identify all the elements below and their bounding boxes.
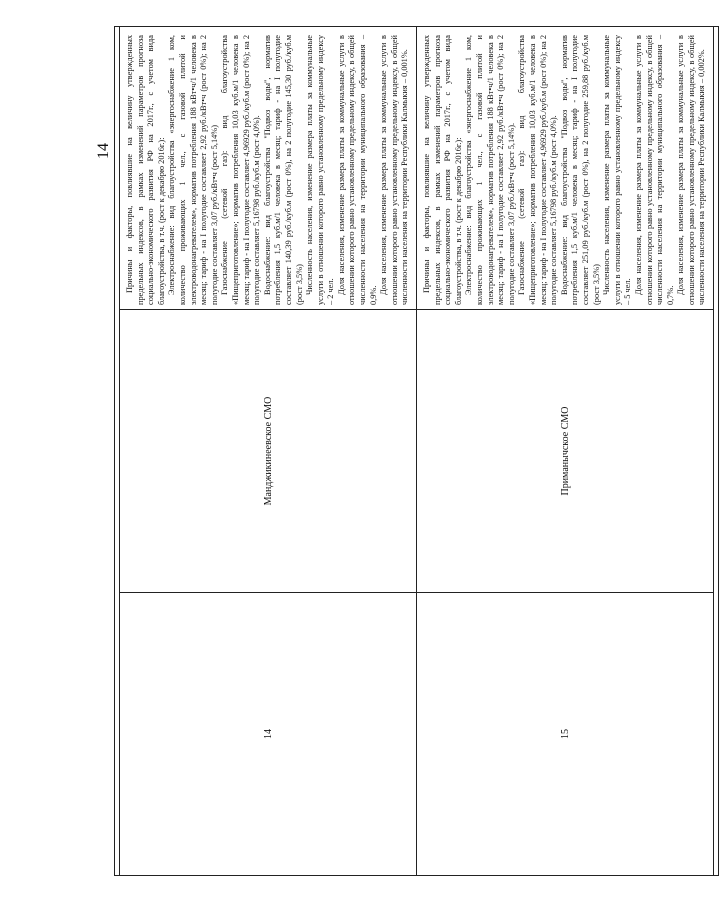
republic-share-paragraph: Доля населения, изменение размера платы за коммунальные услуги в отношении которого равно установленному предельному индексу, в общей численности населения на территории Республики Калмыкия – 0,002%. xyxy=(676,35,707,305)
description-intro: Причины и факторы, повлиявшие на величину утвержденных предельных индексов, в рамках изменений параметров прогноза социально-экономического развития РФ на 2017г., с учетом вида благоустройства, в т.ч. (рост к декабрю 2016г.): xyxy=(422,35,463,305)
tariff-table xyxy=(114,26,719,876)
municipal-share-paragraph: Доля населения, изменение размера платы за коммунальные услуги в отношении которого равно установленному предельному индексу, в общей численности населения на территории муниципального образования – 0,9%. xyxy=(336,35,378,305)
republic-share-paragraph: Доля населения, изменение размера платы за коммунальные услуги в отношении которого равно установленному предельному индексу, в общей численности населения на территории Республики Калмыкия – 0,001%. xyxy=(379,35,410,305)
electricity-paragraph: Электроснабжение: вид благоустройства «энергоснабжение 1 ком, количество проживающих 1 чел., с газовой плитой и электроводонагревателем», норматив потребления 188 кВт•ч/1 человека в месяц; тариф - на I полугодие составляет 2,92 руб./кВт•ч (рост 0%); на 2 полугодие составляет 3,07 руб./кВт•ч (рост 5,14%). xyxy=(464,35,516,305)
electricity-paragraph: Электроснабжение: вид благоустройства «энергоснабжение 1 ком, количество проживающих 1 чел., с газовой плитой и электроводонагревателем», норматив потребления 188 кВт•ч/1 человека в месяц; тариф - на I полугодие составляет 2,92 руб./кВт•ч (рост 0%); на 2 полугодие составляет 3,07 руб./кВт•ч (рост 5,14%) xyxy=(167,35,219,305)
row-number-cell: 14 xyxy=(120,593,417,876)
population-count-paragraph: Численность населения, изменение размера платы за коммунальные услуги в отношении которого равно установленному предельному индексу – 2 чел. xyxy=(305,35,336,305)
gas-paragraph: Газоснабжение (сетевой газ): вид благоустройства «Пищеприготовление»; норматив потребления 10,03 куб.м/1 человека в месяц; тариф - на I полугодие составляет 4,96929 руб./куб.м (рост 0%); на 2 полугодие составляет 5,16798 руб./куб.м (рост 4,0%). xyxy=(517,35,559,305)
gas-paragraph: Газоснабжение (сетевой газ): вид благоустройства «Пищеприготовление»; норматив потребления 10,03 куб.м/1 человека в месяц; тариф - на I полугодие составляет 4,96929 руб./куб.м (рост 0%); на 2 полугодие составляет 5,16798 руб./куб.м (рост 4,0%). xyxy=(220,35,262,305)
water-paragraph: Водоснабжение: вид благоустройства "Подвоз воды", норматив потребления 1,5 куб.м/1 человека в месяц; тариф - на I полугодие составляет 251,09 руб./куб.м (рост 0%), на 2 полугодие 259,88 руб./куб.м (рост 3,5%) xyxy=(559,35,601,305)
rotated-table-container xyxy=(114,26,707,876)
row-number-cell: 15 xyxy=(417,593,714,876)
table-bottom-gap xyxy=(714,27,719,876)
municipality-name-cell: Манджикинеевское СМО xyxy=(120,310,417,593)
table-row-14 xyxy=(120,27,417,876)
municipality-name-cell: Приманычское СМО xyxy=(417,310,714,593)
description-cell xyxy=(417,27,714,310)
table-row-15 xyxy=(417,27,714,876)
description-cell xyxy=(120,27,417,310)
municipal-share-paragraph: Доля населения, изменение размера платы за коммунальные услуги в отношении которого равно установленному предельному индексу, в общей численности населения на территории муниципального образования – 0,7%. xyxy=(633,35,675,305)
population-count-paragraph: Численность населения, изменение размера платы за коммунальные услуги в отношении которого равно установленному предельному индексу – 5 чел. xyxy=(602,35,633,305)
description-intro: Причины и факторы, повлиявшие на величину утвержденных предельных индексов, в рамках изменений параметров прогноза социально-экономического развития РФ на 2017г., с учетом вида благоустройства, в т.ч. (рост к декабрю 2016г.): xyxy=(125,35,166,305)
water-paragraph: Водоснабжение: вид благоустройства "Подвоз воды", норматив потребления 1,5 куб.м/1 человека в месяц; тариф - на I полугодие составляет 140,39 руб./куб.м (рост 0%), на 2 полугодие 145,30 руб./куб.м (рост 3,5%) xyxy=(262,35,304,305)
page-number: 14 xyxy=(95,143,112,159)
